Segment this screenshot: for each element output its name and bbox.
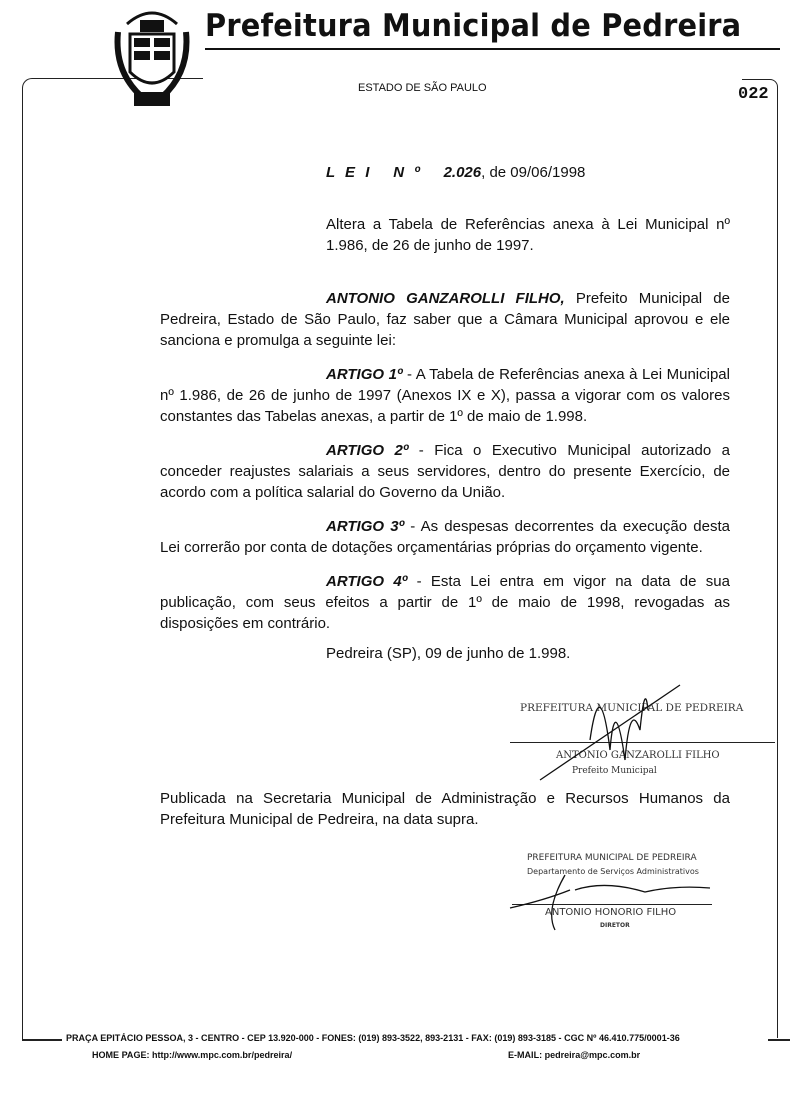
law-prefix: L E I bbox=[326, 164, 373, 181]
article-4 bbox=[160, 571, 730, 634]
signature1-name: ANTONIO GANZAROLLI FILHO bbox=[556, 750, 720, 761]
preamble bbox=[160, 288, 730, 351]
ementa: Altera a Tabela de Referências anexa à Lei Municipal nº 1.986, de 26 de junho de 1997. bbox=[326, 216, 730, 254]
article-text: - Fica o Executivo Municipal autorizado a conceder reajustes salariais a seus servidores, dentro do presente Exercício, de acordo com a política salarial do Governo da União. bbox=[160, 442, 730, 501]
page-frame-bottom-right bbox=[768, 1039, 790, 1041]
article-text: - A Tabela de Referências anexa à Lei Municipal nº 1.986, de 26 de junho de 1997 (Anexos IX e X), passa a vigorar com os valores constantes das Tabelas anexas, a partir de 1º de maio de 1.998. bbox=[160, 366, 730, 425]
signature2-dept: Departamento de Serviços Administrativos bbox=[527, 867, 699, 876]
signature2-name: ANTONIO HONORIO FILHO bbox=[545, 907, 677, 918]
signature1-org: PREFEITURA MUNICIPAL DE PEDREIRA bbox=[520, 702, 744, 714]
article-label: ARTIGO 4º bbox=[326, 573, 408, 590]
header-state: ESTADO DE SÃO PAULO bbox=[358, 82, 487, 94]
footer-homepage: HOME PAGE: http://www.mpc.com.br/pedreira/ bbox=[92, 1050, 293, 1061]
article-1 bbox=[160, 364, 730, 427]
preamble-name: ANTONIO GANZAROLLI FILHO, bbox=[326, 290, 565, 307]
page-number: 022 bbox=[738, 85, 769, 104]
header-rule bbox=[205, 48, 780, 50]
law-heading bbox=[326, 163, 730, 183]
signature1-role: Prefeito Municipal bbox=[572, 766, 657, 776]
handwritten-signature-2 bbox=[505, 870, 725, 940]
signature2-role: DIRETOR bbox=[600, 922, 630, 929]
law-num-label: N º bbox=[393, 164, 423, 181]
handwritten-signature-1 bbox=[530, 680, 700, 790]
law-number: 2.026 bbox=[443, 164, 482, 181]
footer-email: E-MAIL: pedreira@mpc.com.br bbox=[508, 1050, 641, 1061]
article-label: ARTIGO 3º bbox=[326, 518, 405, 535]
article-2 bbox=[160, 440, 730, 503]
law-date: , de 09/06/1998 bbox=[481, 164, 586, 181]
page-frame-bottom-left bbox=[22, 1039, 62, 1041]
header-title: Prefeitura Municipal de Pedreira bbox=[205, 8, 742, 44]
article-text: - As despesas decorrentes da execução desta Lei correrão por conta de dotações orçamentárias próprias do orçamento vigente. bbox=[160, 518, 730, 556]
place-date: Pedreira (SP), 09 de junho de 1.998. bbox=[326, 645, 571, 662]
preamble-text: Prefeito Municipal de Pedreira, Estado de São Paulo, faz saber que a Câmara Municipal aprovou e ele sanciona e promulga a seguinte lei: bbox=[160, 290, 730, 349]
publication-note: Publicada na Secretaria Municipal de Administração e Recursos Humanos da Prefeitura Municipal de Pedreira, na data supra. bbox=[160, 790, 730, 828]
article-label: ARTIGO 2º bbox=[326, 442, 409, 459]
coat-of-arms-seal bbox=[112, 2, 192, 114]
signature2-org: PREFEITURA MUNICIPAL DE PEDREIRA bbox=[527, 853, 697, 863]
article-3 bbox=[160, 516, 730, 558]
footer-address: PRAÇA EPITÁCIO PESSOA, 3 - CENTRO - CEP 13.920-000 - FONES: (019) 893-3522, 893-2131 - FAX: (019) 893-3185 - CGC Nº 46.410.775/0001-36 bbox=[66, 1033, 680, 1044]
article-text: - Esta Lei entra em vigor na data de sua publicação, com seus efeitos a partir de 1º de maio de 1998, revogadas as disposições em contrário. bbox=[160, 573, 730, 632]
page-frame-right bbox=[742, 79, 778, 1038]
article-label: ARTIGO 1º bbox=[326, 366, 403, 383]
document-body bbox=[160, 163, 730, 664]
